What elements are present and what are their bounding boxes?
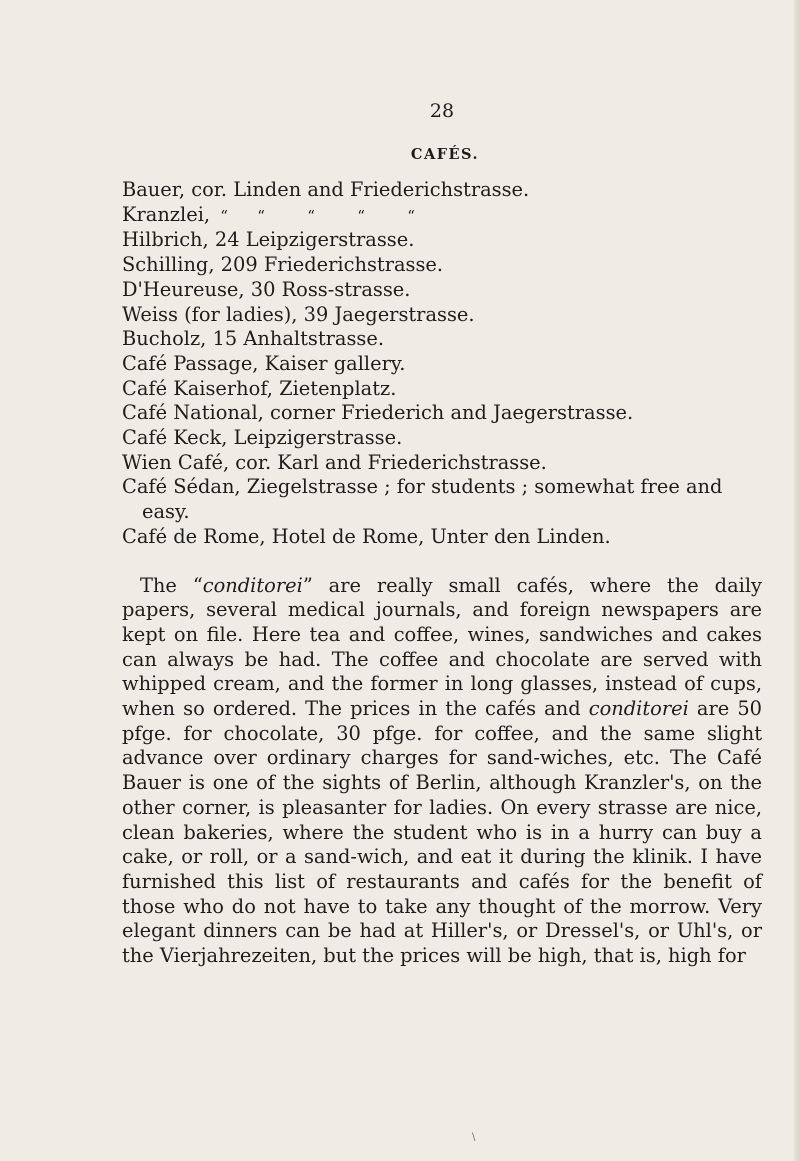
list-item: Bucholz, 15 Anhaltstrasse. [122, 327, 384, 351]
body-paragraph [122, 574, 762, 969]
ditto-mark: “ [220, 206, 228, 225]
list-item: Weiss (for ladies), 39 Jaegerstrasse. [122, 302, 475, 326]
book-page [122, 96, 762, 969]
paragraph-term: conditorei [202, 573, 303, 597]
list-item-text: Kranzlei, [122, 202, 211, 226]
page-number: 28 [429, 100, 455, 122]
list-item: Café Passage, Kaiser gallery. [122, 351, 406, 375]
list-item: Bauer, cor. Linden and Friederichstrasse. [122, 178, 530, 201]
list-item: D'Heureuse, 30 Ross-strasse. [122, 277, 411, 301]
list-item: Schilling, 209 Friederichstrasse. [122, 253, 444, 277]
list-item: Café Kaiserhof, Zietenplatz. [122, 376, 397, 400]
ditto-mark: “ [257, 206, 265, 225]
list-item: Café Keck, Leipzigerstrasse. [122, 426, 403, 450]
list-item: Café Sédan, Ziegelstrasse ; for students ; somewhat free and easy. [122, 475, 723, 524]
footer-mark: \ [472, 1132, 476, 1143]
list-item [122, 203, 762, 229]
list-item: Café National, corner Friederich and Jaegerstrasse. [122, 401, 634, 425]
ditto-mark: “ [357, 206, 365, 225]
list-item: Café de Rome, Hotel de Rome, Unter den Linden. [122, 524, 611, 548]
cafe-list [122, 178, 762, 550]
page-edge [794, 0, 800, 1161]
ditto-mark: “ [407, 206, 415, 225]
ditto-marks [212, 203, 436, 229]
paragraph-part-1: are really small cafés, where the daily papers, several medical journals, and foreign newspapers are kept on file. Here tea and coffee, wines, sandwiches and cakes can always be had. The coffee and chocolate are served with whipped cream, and the former in long glasses, instead of cups, when so ordered. The prices in the cafés and [122, 573, 763, 721]
quote-close: ” [302, 573, 313, 597]
paragraph-term-2: conditorei [588, 697, 689, 721]
ditto-mark: “ [307, 206, 315, 225]
section-title: CAFÉS. [410, 146, 480, 163]
list-item: Wien Café, cor. Karl and Friederichstrasse. [122, 450, 547, 474]
quote-open: “ [192, 573, 203, 597]
paragraph-lead: The [140, 573, 193, 597]
list-item: Hilbrich, 24 Leipzigerstrasse. [122, 228, 415, 252]
paragraph-part-2: are 50 pfge. for chocolate, 30 pfge. for coffee, and the same slight advance over ordinary charges for sand-wiches, etc. The Café Bauer is one of the sights of Berlin, although Kranzler's, on the other corner, is pleasanter for ladies. On every strasse are nice, clean bakeries, where the student who is in a hurry can buy a cake, or roll, or a sand-wich, and eat it during the klinik. I have furnished this list of restaurants and cafés for the benefit of those who do not have to take any thought of the morrow. Very elegant dinners can be had at Hiller's, or Dressel's, or Uhl's, or the Vierjahrezeiten, but the prices will be high, that is, high for [122, 697, 762, 968]
